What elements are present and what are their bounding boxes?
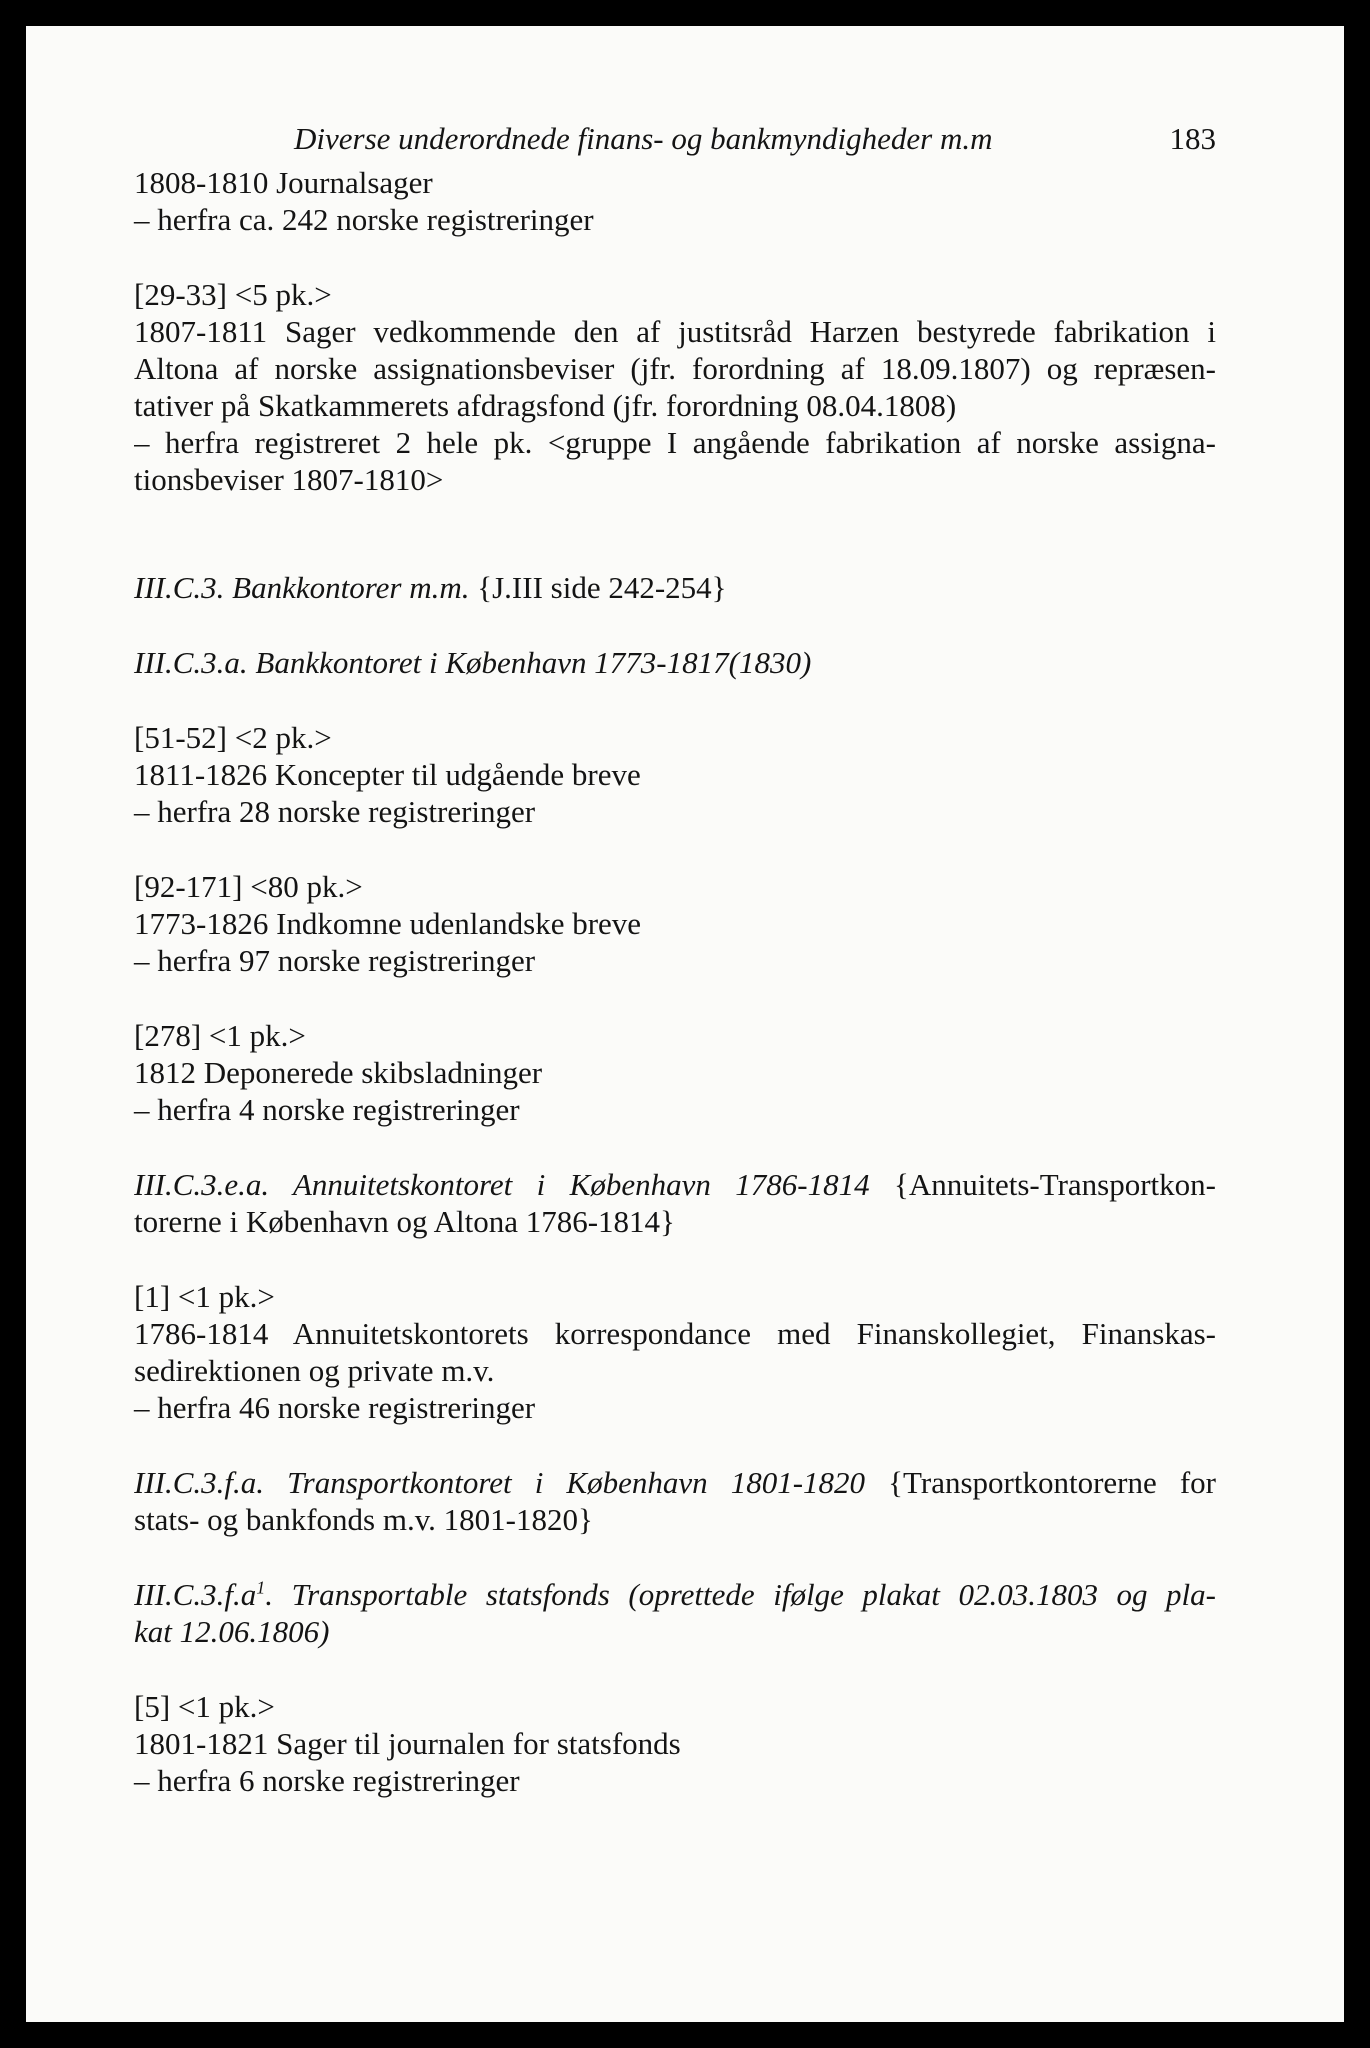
page-number: 183: [1169, 121, 1216, 156]
entry-line: – herfra ca. 242 norske registreringer: [134, 202, 594, 237]
entry-line: 1807-1811 Sager vedkommende den af justitsråd Harzen bestyrede fabrikation i: [134, 314, 1216, 349]
subsection-heading-ref: {Annuitets-Transportkon-: [869, 1167, 1216, 1202]
entry-line: sedirektionen og private m.v.: [134, 1353, 495, 1388]
subsection-heading-cont: kat 12.06.1806): [134, 1614, 330, 1649]
entry-line: tionsbeviser 1807-1810>: [134, 462, 444, 497]
entry-line: 1811-1826 Koncepter til udgående breve: [134, 757, 641, 792]
entry-line: – herfra 28 norske registreringer: [134, 794, 536, 829]
subsection-heading-title-cont: . Transportable statsfonds (oprettede ifølge plakat 02.03.1803 og pla-: [265, 1577, 1216, 1612]
subsection-heading: [134, 1464, 1216, 1501]
entry-line: 1801-1821 Sager til journalen for statsfonds: [134, 1726, 681, 1761]
entry-line: tativer på Skatkammerets afdragsfond (jfr. forordning 08.04.1808): [134, 388, 957, 423]
entry-line: 1786-1814 Annuitetskontorets korrespondance med Finanskollegiet, Finanskas-: [134, 1316, 1216, 1351]
entry-line: 1812 Deponerede skibsladninger: [134, 1055, 543, 1090]
entry-reference: [1] <1 pk.>: [134, 1279, 275, 1314]
entry-line: – herfra 46 norske registreringer: [134, 1390, 536, 1425]
section-heading-title: III.C.3. Bankkontorer m.m.: [134, 570, 470, 605]
entry-line: – herfra 4 norske registreringer: [134, 1092, 520, 1127]
entry-reference: [51-52] <2 pk.>: [134, 720, 332, 755]
entry-reference: [5] <1 pk.>: [134, 1689, 275, 1724]
page-content: [134, 120, 1216, 1799]
subsection-heading-title: III.C.3.f.a: [134, 1577, 257, 1612]
document-page: [26, 26, 1344, 2022]
entry-reference: [92-171] <80 pk.>: [134, 869, 363, 904]
subsection-heading: [134, 1166, 1216, 1203]
running-header: [294, 120, 1216, 164]
section-heading-ref: {J.III side 242-254}: [469, 570, 727, 605]
subsection-heading-ref: {Transportkontorerne for: [865, 1465, 1216, 1500]
entry-line: – herfra registreret 2 hele pk. <gruppe I angående fabrikation af norske assigna-: [134, 425, 1216, 460]
subsection-heading: III.C.3.a. Bankkontoret i København 1773-1817(1830): [134, 645, 812, 680]
subsection-heading: [134, 1576, 1216, 1613]
entry-reference: [278] <1 pk.>: [134, 1018, 306, 1053]
superscript: 1: [256, 1577, 266, 1598]
entry-line: – herfra 6 norske registreringer: [134, 1763, 520, 1798]
entry-line: 1773-1826 Indkomne udenlandske breve: [134, 906, 642, 941]
subsection-heading-ref-cont: stats- og bankfonds m.v. 1801-1820}: [134, 1502, 593, 1537]
entry-line: 1808-1810 Journalsager: [134, 165, 433, 200]
entry-line: Altona af norske assignationsbeviser (jfr. forordning af 18.09.1807) og repræsen-: [134, 351, 1216, 386]
entry-reference: [29-33] <5 pk.>: [134, 277, 332, 312]
section-heading: [134, 569, 1216, 606]
subsection-heading-title: III.C.3.f.a. Transportkontoret i København 1801-1820: [134, 1465, 866, 1500]
subsection-heading-ref-cont: torerne i København og Altona 1786-1814}: [134, 1204, 675, 1239]
entry-line: – herfra 97 norske registreringer: [134, 943, 536, 978]
running-header-title: Diverse underordnede finans- og bankmyndigheder m.m: [294, 121, 993, 156]
subsection-heading-title: III.C.3.e.a. Annuitetskontoret i København 1786-1814: [134, 1167, 870, 1202]
